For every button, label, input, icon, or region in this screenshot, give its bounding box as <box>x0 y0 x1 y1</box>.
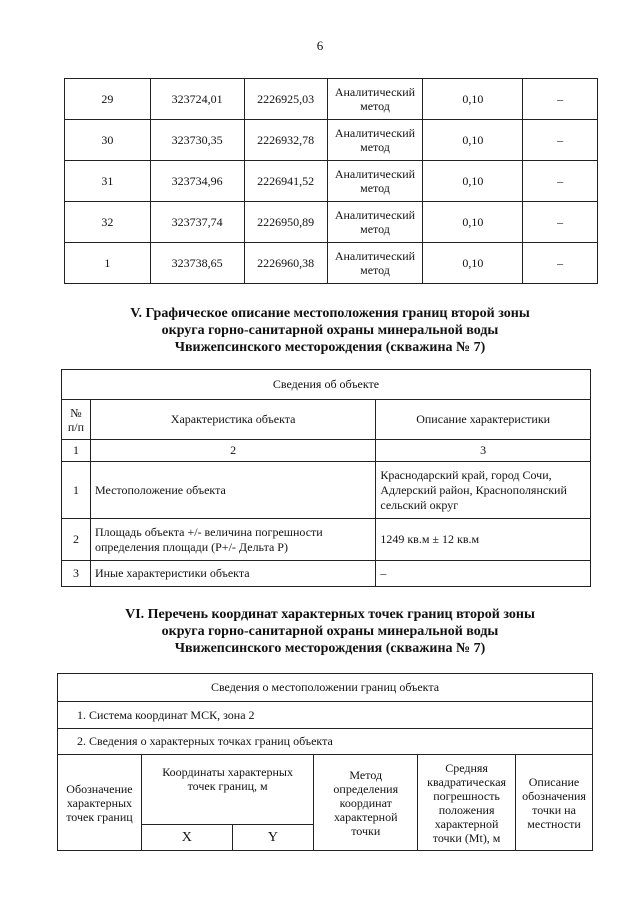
table-row <box>62 462 591 519</box>
error-value: 0,10 <box>423 120 523 161</box>
point-number: 32 <box>65 202 151 243</box>
object-info-caption: Сведения об объекте <box>62 370 591 400</box>
y-coordinate: 2226941,52 <box>244 161 327 202</box>
y-coordinate: 2226932,78 <box>244 120 327 161</box>
coordinate-system: 1. Система координат МСК, зона 2 <box>58 702 593 729</box>
error-header: Средняя квадратическая погрешность положения характерной точки (Mt), м <box>418 755 516 851</box>
x-coordinate: 323734,96 <box>150 161 244 202</box>
row-number: 2 <box>62 519 91 561</box>
coordinates-header: Координаты характерных точек границ, м <box>141 755 313 825</box>
description-header: Описание обозначения точки на местности <box>516 755 593 851</box>
error-value: 0,10 <box>423 79 523 120</box>
x-coordinate: 323738,65 <box>150 243 244 284</box>
x-coordinate: 323730,35 <box>150 120 244 161</box>
point-number: 31 <box>65 161 151 202</box>
col-number-header: № п/п <box>62 400 91 440</box>
col-characteristic-header: Характеристика объекта <box>90 400 375 440</box>
row-number: 1 <box>62 462 91 519</box>
error-value: 0,10 <box>423 161 523 202</box>
point-description: – <box>523 120 598 161</box>
method: Аналитический метод <box>327 161 423 202</box>
method: Аналитический метод <box>327 202 423 243</box>
point-description: – <box>523 79 598 120</box>
object-info-table <box>61 369 591 587</box>
characteristic-text: Площадь объекта +/- величина погрешности определения площади (P+/- Дельта P) <box>90 519 375 561</box>
point-description: – <box>523 243 598 284</box>
designation-header: Обозначение характерных точек границ <box>58 755 142 851</box>
col-index: 3 <box>376 440 591 462</box>
points-info: 2. Сведения о характерных точках границ объекта <box>58 729 593 755</box>
table-row <box>65 243 598 284</box>
table-row <box>62 561 591 587</box>
point-number: 30 <box>65 120 151 161</box>
coordinates-table <box>64 78 598 284</box>
method-header: Метод определения координат характерной точки <box>314 755 418 851</box>
x-coordinate: 323737,74 <box>150 202 244 243</box>
method: Аналитический метод <box>327 79 423 120</box>
section-5-heading: V. Графическое описание местоположения границ второй зоны округа горно-санитарной охраны минеральной воды Чвижепсинского месторождения (скважина № 7) <box>130 306 530 355</box>
method: Аналитический метод <box>327 243 423 284</box>
method: Аналитический метод <box>327 120 423 161</box>
table-row <box>65 161 598 202</box>
point-number: 1 <box>65 243 151 284</box>
col-description-header: Описание характеристики <box>376 400 591 440</box>
characteristic-text: Иные характеристики объекта <box>90 561 375 587</box>
x-coordinate: 323724,01 <box>150 79 244 120</box>
description-text: Краснодарский край, город Сочи, Адлерский район, Краснополянский сельский округ <box>376 462 591 519</box>
y-coordinate: 2226950,89 <box>244 202 327 243</box>
point-description: – <box>523 161 598 202</box>
error-value: 0,10 <box>423 202 523 243</box>
table-row <box>65 202 598 243</box>
y-coordinate: 2226960,38 <box>244 243 327 284</box>
row-number: 3 <box>62 561 91 587</box>
boundary-points-table <box>57 673 593 851</box>
page-number: 6 <box>316 38 324 53</box>
section-6-heading: VI. Перечень координат характерных точек границ второй зоны округа горно-санитарной охраны минеральной воды Чвижепсинского месторождения (скважина № 7) <box>125 607 535 656</box>
table-row <box>62 519 591 561</box>
col-index: 1 <box>62 440 91 462</box>
x-header: X <box>141 825 232 851</box>
boundary-info-caption: Сведения о местоположении границ объекта <box>58 674 593 702</box>
col-index: 2 <box>90 440 375 462</box>
y-header: Y <box>232 825 314 851</box>
y-coordinate: 2226925,03 <box>244 79 327 120</box>
point-number: 29 <box>65 79 151 120</box>
description-text: – <box>376 561 591 587</box>
point-description: – <box>523 202 598 243</box>
table-row <box>65 79 598 120</box>
table-row <box>65 120 598 161</box>
error-value: 0,10 <box>423 243 523 284</box>
description-text: 1249 кв.м ± 12 кв.м <box>376 519 591 561</box>
characteristic-text: Местоположение объекта <box>90 462 375 519</box>
